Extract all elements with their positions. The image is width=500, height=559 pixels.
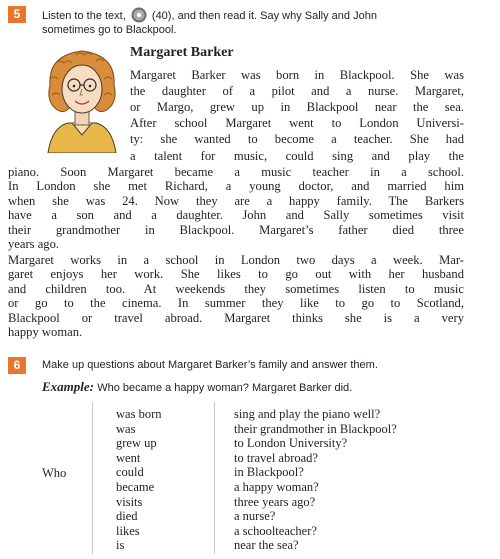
table-complement-option: near the sea? [234, 538, 299, 553]
table-complement-option: a schoolteacher? [234, 523, 317, 538]
table-complement-option: a happy woman? [234, 480, 319, 494]
table-verb-option: was [116, 421, 136, 436]
passage-line: piano. Soon Margaret became a music teacher in a school. [8, 164, 464, 179]
table-verb-option: became [116, 480, 155, 494]
table-divider [214, 402, 215, 554]
example-label: Example: [42, 379, 94, 394]
passage-line: Blackpool or travel abroad. Margaret thinks she is a very [8, 310, 464, 325]
instruction-text: and then read it. Say why Sally and John [177, 10, 377, 22]
table-complement-option: a nurse? [234, 509, 276, 524]
table-complement-option: their grandmother in Blackpool? [234, 421, 397, 436]
table-verb-option: visits [116, 494, 143, 509]
passage-line: the daughter of a pilot and a nurse. Margaret, [130, 84, 464, 99]
table-verb-option: could [116, 465, 144, 480]
exercise-5-instruction [42, 7, 490, 37]
passage-line: when she was 24. Now they are a happy family. The Barkers [8, 193, 464, 208]
table-complement-option: in Blackpool? [234, 465, 304, 480]
text-title: Margaret Barker [130, 45, 234, 60]
margaret-portrait-illustration [38, 45, 126, 153]
passage-line: ty: she wanted to become a teacher. She had [130, 132, 464, 147]
passage-line: and children too. At weekends they sometimes listen to music [8, 281, 464, 296]
table-complement-option: sing and play the piano well? [234, 407, 381, 421]
passage-line: or Margo, grew up in Blackpool near the sea. [130, 100, 464, 115]
table-verb-option: is [116, 538, 125, 553]
exercise-6-instruction: Make up questions about Margaret Barker’s family and answer them. [42, 359, 378, 371]
table-verb-option: likes [116, 523, 140, 538]
exercise-number-badge: 5 [8, 6, 26, 23]
passage-line: or go to the cinema. In summer they like to go to Scotland, [8, 296, 464, 310]
instruction-text: sometimes go to Blackpool. [42, 24, 177, 36]
table-complement-option: three years ago? [234, 494, 316, 509]
table-complement-option: to travel abroad? [234, 450, 318, 465]
example-text: Who became a happy woman? Margaret Barker did. [97, 382, 353, 394]
table-verb-option: grew up [116, 436, 157, 451]
cd-disc-icon[interactable] [131, 7, 147, 23]
passage-line: In London she met Richard, a young doctor, and married him [8, 179, 464, 193]
passage-line: Margaret works in a school in London two days a week. Mar- [8, 252, 464, 267]
passage-line: years ago. [8, 237, 60, 251]
example-line [42, 379, 352, 395]
passage-line: have a son and a daughter. John and Sally sometimes visit [8, 208, 464, 222]
track-number: (40), [151, 10, 175, 22]
table-verb-option: died [116, 509, 138, 524]
passage-line: happy woman. [8, 325, 83, 339]
table-subject-who: Who [42, 466, 67, 480]
exercise-number-badge: 6 [8, 357, 26, 374]
instruction-text: Listen to the text, [42, 10, 126, 22]
passage-line: Margaret Barker was born in Blackpool. She was [130, 68, 464, 82]
passage-line: After school Margaret went to London Universi- [130, 116, 464, 131]
table-divider [92, 402, 93, 554]
passage-line: garet enjoys her work. She likes to go out with her husband [8, 267, 464, 281]
table-complement-option: to London University? [234, 436, 348, 451]
table-verb-option: went [116, 450, 141, 465]
passage-line: their grandmother in Blackpool. Margaret’s father died three [8, 222, 464, 237]
table-verb-option: was born [116, 407, 162, 421]
passage-line: a talent for music, could sing and play the [130, 148, 464, 163]
